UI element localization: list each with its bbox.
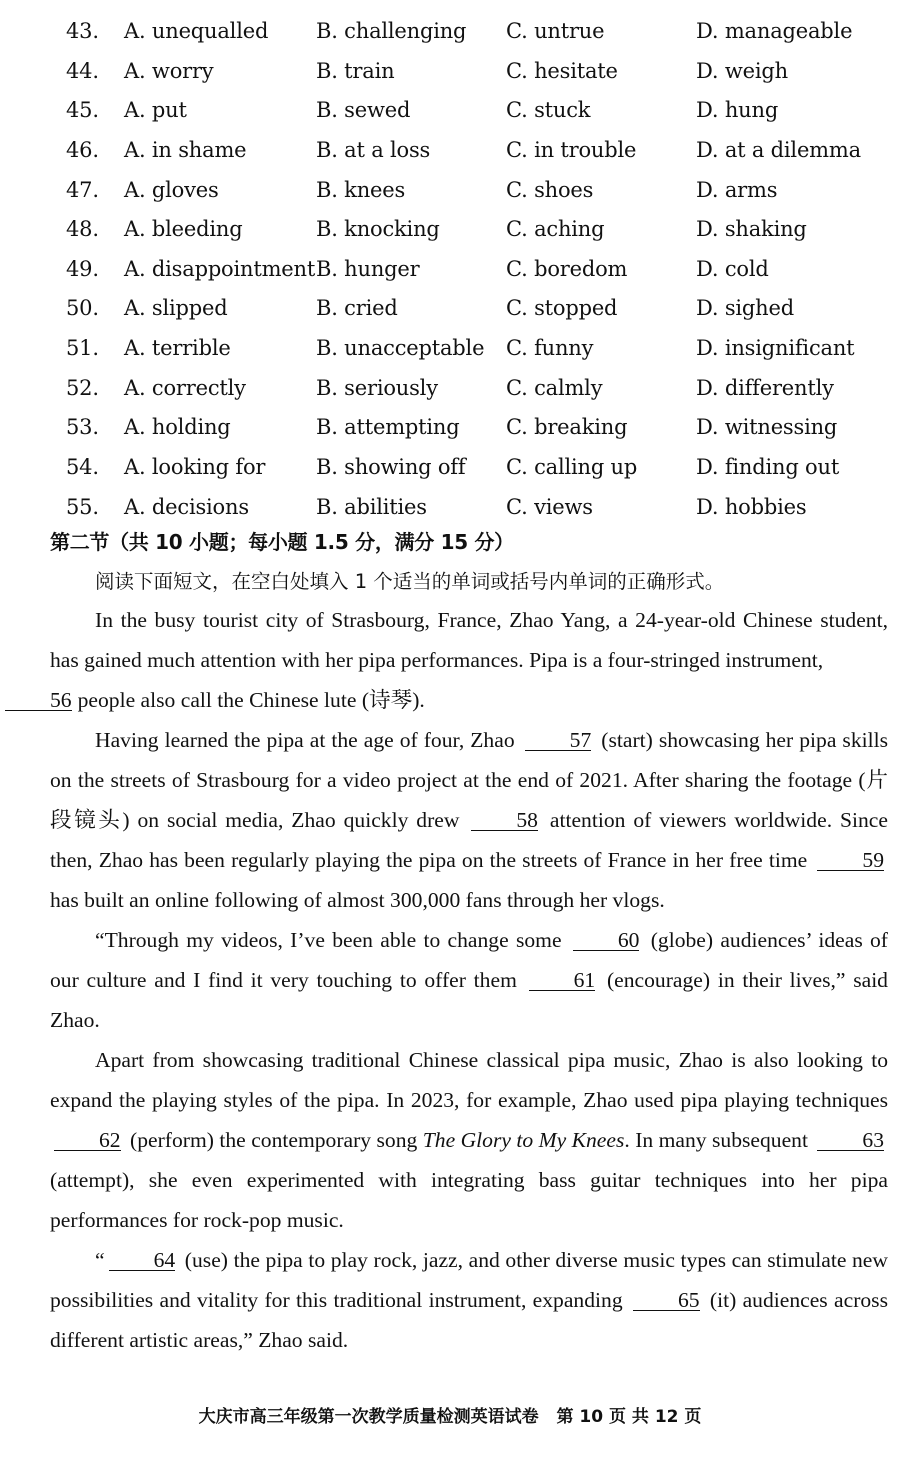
passage-text: (perform) the contemporary song: [130, 1128, 418, 1152]
option-b: B. knocking: [316, 217, 440, 242]
passage-text: attention of viewers worldwide. Since then, Zhao has been regularly playing the pipa on the streets of France in her free time: [50, 808, 888, 872]
option-a: A. gloves: [124, 177, 219, 202]
option-d: D. differently: [696, 375, 834, 400]
passage-text: (attempt), she even experimented with integrating bass guitar techniques into her pipa performances for rock-pop music.: [50, 1168, 888, 1232]
option-row-44: [0, 52, 900, 92]
option-c: C. hesitate: [506, 58, 618, 83]
option-row-46: [0, 131, 900, 171]
option-c: C. views: [506, 494, 593, 519]
option-b: B. unacceptable: [316, 336, 485, 361]
option-b: B. attempting: [316, 415, 460, 440]
option-d: D. weigh: [696, 58, 788, 83]
passage-text: (encourage) in their lives,” said Zhao.: [50, 968, 888, 1032]
page-number: 第 10 页 共 12 页: [556, 1407, 702, 1427]
question-number: 44.: [66, 58, 99, 83]
question-number: 50.: [66, 296, 99, 321]
question-number: 52.: [66, 375, 99, 400]
option-b: B. cried: [316, 296, 398, 321]
passage-paragraph-5: [50, 1240, 888, 1360]
option-d: D. at a dilemma: [696, 137, 861, 162]
option-d: D. shaking: [696, 217, 807, 242]
question-number: 49.: [66, 256, 99, 281]
section-instruction: 阅读下面短文，在空白处填入 1 个适当的单词或括号内单词的正确形式。: [95, 570, 725, 593]
option-c: C. aching: [506, 217, 605, 242]
passage-text: (it) audiences across different artistic areas,” Zhao said.: [50, 1288, 888, 1352]
question-number: 54.: [66, 455, 99, 480]
blank-56[interactable]: 56: [5, 690, 72, 711]
option-row-45: [0, 91, 900, 131]
option-row-47: [0, 171, 900, 211]
option-d: D. cold: [696, 256, 769, 281]
passage-paragraph-3: [50, 920, 888, 1040]
passage-paragraph-1: [50, 600, 888, 720]
question-number: 55.: [66, 494, 99, 519]
option-b: B. knees: [316, 177, 406, 202]
option-d: D. insignificant: [696, 336, 855, 361]
passage-text: “: [95, 1248, 105, 1272]
option-row-48: [0, 210, 900, 250]
passage-text: (globe) audiences’ ideas of our culture and I find it very touching to offer them: [50, 928, 888, 992]
option-d: D. arms: [696, 177, 778, 202]
option-b: B. abilities: [316, 494, 427, 519]
option-row-52: [0, 369, 900, 409]
option-row-54: [0, 448, 900, 488]
option-b: B. train: [316, 58, 395, 83]
option-row-55: [0, 488, 900, 528]
blank-63[interactable]: 63: [817, 1130, 884, 1151]
passage-paragraph-4: [50, 1040, 888, 1240]
passage-text: Apart from showcasing traditional Chinese classical pipa music, Zhao is also looking to expand the playing styles of the pipa. In 2023, for example, Zhao used pipa playing techniques: [50, 1048, 888, 1112]
option-b: B. at a loss: [316, 137, 431, 162]
blank-65[interactable]: 65: [633, 1290, 700, 1311]
passage-text: people also call the Chinese lute (诗琴).: [77, 688, 425, 712]
blank-61[interactable]: 61: [529, 970, 596, 991]
question-number: 48.: [66, 217, 99, 242]
passage-text: In the busy tourist city of Strasbourg, France, Zhao Yang, a 24-year-old Chinese student, has gained much attention with her pipa performances. Pipa is a four-stringed instrument,: [50, 608, 888, 672]
option-c: C. boredom: [506, 256, 628, 281]
question-number: 47.: [66, 177, 99, 202]
option-c: C. stopped: [506, 296, 618, 321]
option-a: A. in shame: [124, 137, 247, 162]
option-c: C. calling up: [506, 455, 638, 480]
blank-58[interactable]: 58: [471, 810, 538, 831]
passage-paragraph-2: [50, 720, 888, 920]
option-c: C. shoes: [506, 177, 594, 202]
option-c: C. untrue: [506, 19, 605, 43]
option-b: B. seriously: [316, 375, 438, 400]
option-b: B. hunger: [316, 256, 420, 281]
blank-57[interactable]: 57: [525, 730, 592, 751]
passage-text: has built an online following of almost 300,000 fans through her vlogs.: [50, 888, 665, 912]
option-d: D. sighed: [696, 296, 794, 321]
option-d: D. finding out: [696, 455, 840, 480]
blank-64[interactable]: 64: [109, 1250, 176, 1271]
option-a: A. looking for: [124, 455, 266, 480]
option-row-51: [0, 329, 900, 369]
page-footer: [0, 1402, 900, 1427]
option-row-50: [0, 289, 900, 329]
option-d: D. manageable: [696, 19, 853, 43]
option-a: A. correctly: [124, 375, 246, 400]
option-a: A. put: [124, 98, 187, 123]
option-row-49: [0, 250, 900, 290]
option-a: A. terrible: [124, 336, 231, 361]
option-a: A. slipped: [124, 296, 228, 321]
option-c: C. stuck: [506, 98, 591, 123]
option-c: C. in trouble: [506, 137, 637, 162]
option-b: B. showing off: [316, 455, 466, 480]
option-d: D. hung: [696, 98, 779, 123]
question-number: 51.: [66, 336, 99, 361]
option-a: A. unequalled: [124, 19, 269, 43]
option-row-53: [0, 408, 900, 448]
option-a: A. disappointment: [124, 256, 316, 281]
option-b: B. sewed: [316, 98, 411, 123]
option-a: A. worry: [124, 58, 214, 83]
passage-text: “Through my videos, I’ve been able to change some: [95, 928, 562, 952]
option-d: D. witnessing: [696, 415, 838, 440]
option-a: A. holding: [124, 415, 231, 440]
option-d: D. hobbies: [696, 494, 807, 519]
option-c: C. breaking: [506, 415, 628, 440]
option-row-43: [0, 12, 900, 52]
passage-text: (use) the pipa to play rock, jazz, and other diverse music types can stimulate new possibilities and vitality for this traditional instrument, expanding: [50, 1248, 888, 1312]
exam-title: 大庆市高三年级第一次教学质量检测英语试卷: [198, 1407, 539, 1427]
section-heading: 第二节（共 10 小题；每小题 1.5 分，满分 15 分）: [50, 530, 514, 554]
blank-62[interactable]: 62: [54, 1130, 121, 1151]
option-c: C. funny: [506, 336, 594, 361]
blank-60[interactable]: 60: [573, 930, 640, 951]
option-c: C. calmly: [506, 375, 603, 400]
passage-text: (start) showcasing her pipa skills on the streets of Strasbourg for a video project at the end of 2021. After sharing the footage (片段镜头) on social media, Zhao quickly drew: [50, 728, 889, 832]
passage-text: . In many subsequent: [624, 1128, 808, 1152]
blank-59[interactable]: 59: [817, 850, 884, 871]
question-number: 43.: [66, 19, 99, 43]
question-number: 53.: [66, 415, 99, 440]
option-a: A. bleeding: [124, 217, 243, 242]
passage-text: Having learned the pipa at the age of four, Zhao: [95, 728, 515, 752]
option-a: A. decisions: [124, 494, 249, 519]
question-number: 45.: [66, 98, 99, 123]
options-table: [0, 12, 900, 527]
option-b: B. challenging: [316, 19, 467, 43]
cloze-passage: [50, 600, 888, 1360]
song-title: The Glory to My Knees: [422, 1128, 625, 1152]
question-number: 46.: [66, 137, 99, 162]
